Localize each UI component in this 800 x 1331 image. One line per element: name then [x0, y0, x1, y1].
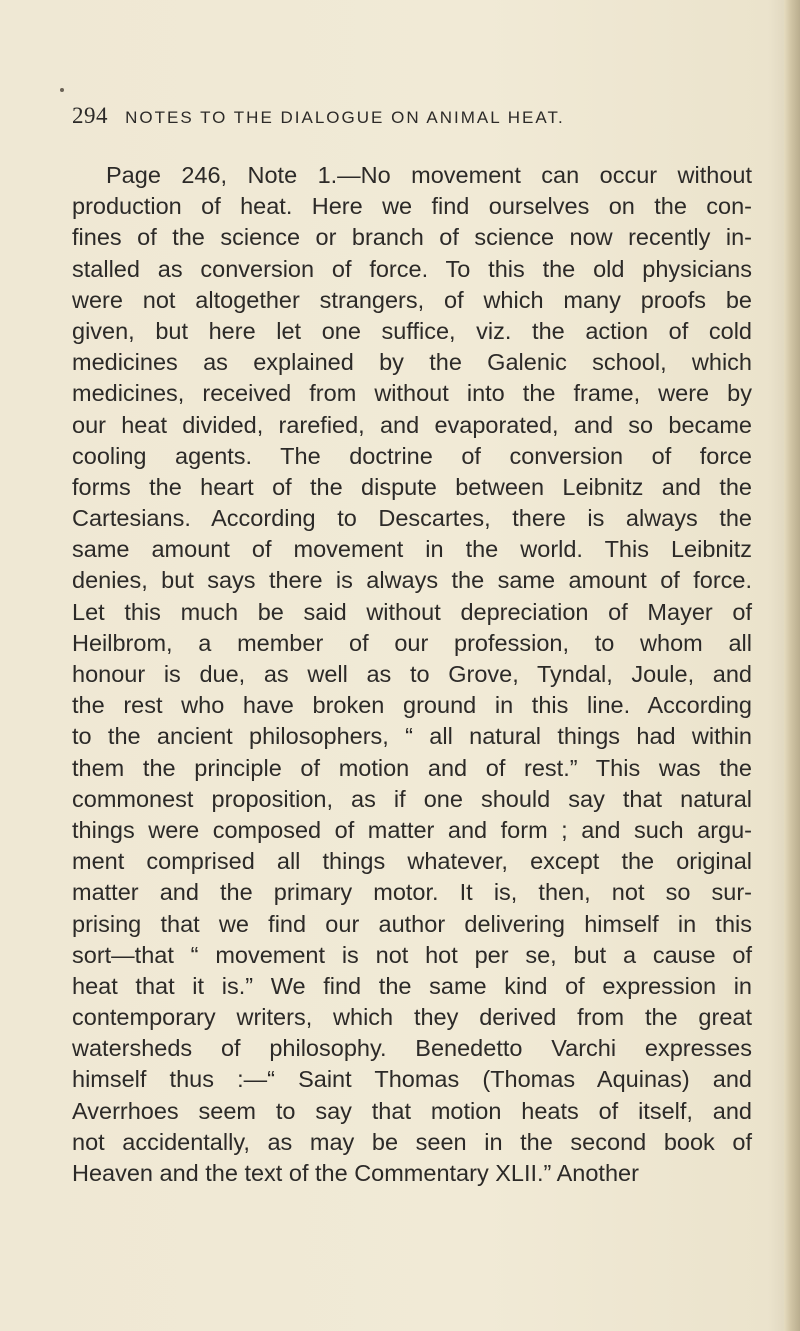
text-line: Averrhoes seem to say that motion heats of itself, and	[72, 1097, 752, 1124]
text-line: Cartesians. According to Descartes, there is always the	[72, 505, 752, 532]
text-line: not accidentally, as may be seen in the second book of	[72, 1128, 752, 1155]
text-line: Page 246, Note 1.—No movement can occur without	[106, 162, 752, 188]
text-line: heat that it is.” We find the same kind of expression in	[72, 972, 752, 999]
text-line: denies, but says there is always the same amount of force.	[72, 567, 752, 594]
note-paragraph	[72, 160, 752, 1189]
running-head: NOTES TO THE DIALOGUE ON ANIMAL HEAT.	[125, 108, 565, 127]
text-line: given, but here let one suffice, viz. the action of cold	[72, 317, 752, 344]
text-line: ment comprised all things whatever, except the original	[72, 848, 752, 875]
text-line: contemporary writers, which they derived from the great	[72, 1004, 752, 1031]
text-line: Heilbrom, a member of our profession, to whom all	[72, 629, 752, 656]
text-line: same amount of movement in the world. This Leibnitz	[72, 536, 752, 563]
text-line: Heaven and the text of the Commentary XLII.” Another	[72, 1160, 639, 1186]
text-line: Let this much be said without depreciation of Mayer of	[72, 598, 752, 625]
ink-speck	[60, 88, 64, 92]
text-line: the rest who have broken ground in this line. According	[72, 692, 752, 719]
text-line: our heat divided, rarefied, and evaporated, and so became	[72, 411, 752, 438]
text-line: forms the heart of the dispute between Leibnitz and the	[72, 473, 752, 500]
text-line: honour is due, as well as to Grove, Tyndal, Joule, and	[72, 661, 752, 687]
page-number: 294	[72, 103, 108, 128]
text-line: things were composed of matter and form ; and such argu-	[72, 816, 752, 843]
text-line: to the ancient philosophers, “ all natural things had within	[72, 723, 752, 750]
text-line: cooling agents. The doctrine of conversion of force	[72, 442, 752, 469]
text-line: production of heat. Here we find ourselves on the con-	[72, 193, 752, 220]
page-edge	[784, 0, 800, 1331]
text-line: prising that we find our author delivering himself in this	[72, 910, 752, 937]
text-line: matter and the primary motor. It is, then, not so sur-	[72, 879, 752, 906]
text-line: himself thus :—“ Saint Thomas (Thomas Aquinas) and	[72, 1066, 752, 1093]
text-line: watersheds of philosophy. Benedetto Varchi expresses	[72, 1035, 752, 1062]
text-line: were not altogether strangers, of which many proofs be	[72, 286, 752, 313]
text-line: medicines as explained by the Galenic school, which	[72, 349, 752, 376]
text-line: fines of the science or branch of science now recently in-	[72, 224, 752, 251]
text-line: stalled as conversion of force. To this the old physicians	[72, 255, 752, 282]
text-line: sort—that “ movement is not hot per se, but a cause of	[72, 941, 752, 968]
text-line: medicines, received from without into the frame, were by	[72, 380, 752, 407]
text-line: commonest proposition, as if one should say that natural	[72, 785, 752, 812]
text-line: them the principle of motion and of rest.” This was the	[72, 754, 752, 781]
page-header	[72, 103, 712, 143]
